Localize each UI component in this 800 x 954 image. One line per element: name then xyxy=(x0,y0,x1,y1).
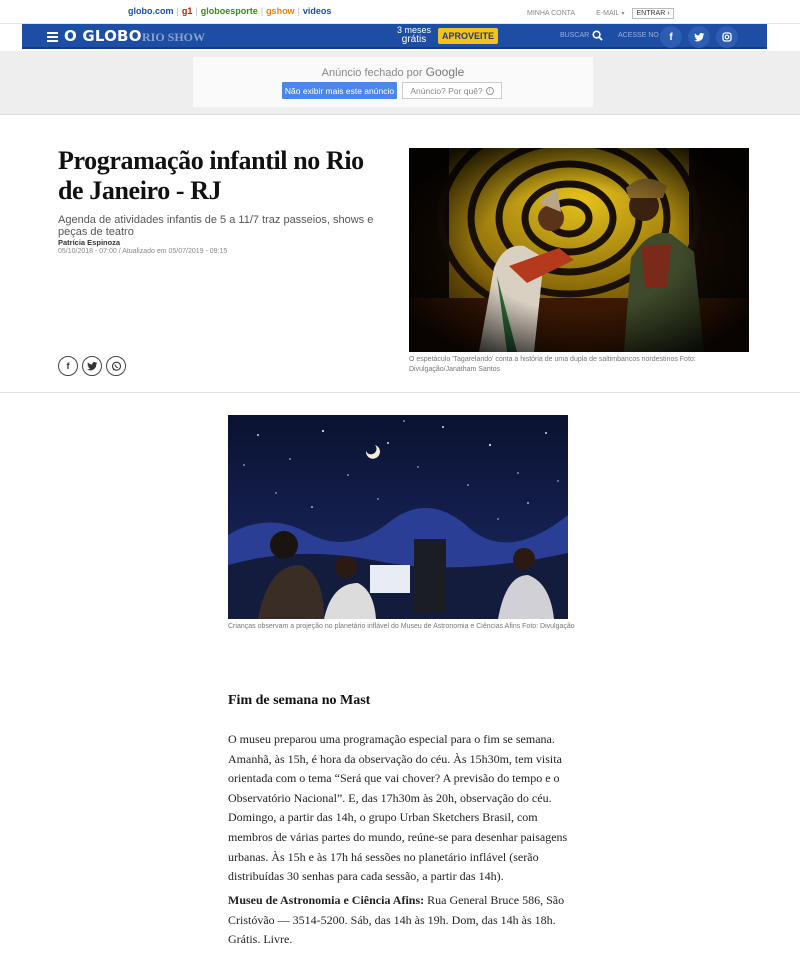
globo-topbar xyxy=(0,0,800,24)
article-photo-planetarium xyxy=(228,415,568,619)
promo-text[interactable] xyxy=(397,26,431,44)
section-title: Fim de semana no Mast xyxy=(228,693,371,708)
link-separator: | xyxy=(297,6,300,16)
ad-closed-box xyxy=(193,57,593,107)
why-ad-button[interactable] xyxy=(402,82,502,99)
ad-closed-prefix: Anúncio fechado por xyxy=(321,67,423,79)
twitter-share-icon[interactable] xyxy=(82,356,102,376)
ad-closed-text xyxy=(193,65,593,79)
site-header xyxy=(22,24,767,49)
site-logo[interactable]: O GLOBO xyxy=(64,27,142,45)
network-links xyxy=(128,6,331,16)
account-area xyxy=(527,8,674,19)
facebook-share-icon[interactable]: f xyxy=(58,356,78,376)
instagram-icon[interactable] xyxy=(716,26,738,48)
article-headline: Programação infantil no Rio de Janeiro - RJ xyxy=(58,146,364,205)
access-label: ACESSE NO xyxy=(618,32,659,39)
article-author[interactable]: Patrícia Espinoza xyxy=(58,238,121,247)
google-brand: Google xyxy=(425,65,465,79)
link-separator: | xyxy=(260,6,264,16)
link-videos[interactable]: videos xyxy=(302,6,332,16)
venue-info xyxy=(228,891,573,950)
whatsapp-share-icon[interactable] xyxy=(106,356,126,376)
account-link[interactable]: MINHA CONTA xyxy=(527,10,576,17)
search-label[interactable]: BUSCAR xyxy=(560,32,590,39)
article-body: O museu preparou uma programação especial para o fim se semana. Amanhã, às 15h, é hora da observação do céu. Às 15h30m, tem visita orientada com o tema “Será que vai chover? A previsão do tempo e o Observatório Nacional”. E, das 17h30m às 20h, observação do céu. Domingo, a partir das 14h, o grupo Urban Sketchers Brasil, com membros de várias partes do mundo, reúne-se para desenhar paisagens urbanas. Às 15h e às 17h há sessões no planetário inflável (serão distribuídas 30 senhas para cada sessão, a partir das 14h). xyxy=(228,732,568,884)
photo-2-caption: Crianças observam a projeção no planetário inflável do Museu de Astronomia e Ciências Afins Foto: Divulgação xyxy=(228,623,575,630)
article-photo-theatre xyxy=(409,148,749,352)
chevron-down-icon: ▾ xyxy=(621,11,625,17)
link-globoesporte[interactable]: globoesporte xyxy=(200,6,258,16)
photo-1-caption: O espetáculo 'Tagarelando' conta a história de uma dupla de saltimbancos nordestinos Foto: Divulgação/Janatham Santos xyxy=(409,356,696,373)
hamburger-menu-icon[interactable] xyxy=(47,32,58,41)
venue-name: Museu de Astronomia e Ciência Afins: xyxy=(228,893,425,907)
twitter-icon[interactable] xyxy=(688,26,710,48)
section-name[interactable]: RIO SHOW xyxy=(142,30,206,44)
info-icon: i xyxy=(486,87,494,95)
stop-ad-button[interactable]: Não exibir mais este anúncio xyxy=(282,82,397,99)
why-ad-label: Anúncio? Por quê? xyxy=(410,85,483,96)
link-globo-com[interactable]: globo.com xyxy=(128,6,174,16)
article-subtitle: Agenda de atividades infantis de 5 a 11/7 traz passeios, shows e peças de teatro xyxy=(58,214,374,238)
email-link[interactable]: E-MAIL xyxy=(596,10,620,17)
link-separator: | xyxy=(195,6,198,16)
venue-details: Rua General Bruce 586, São Cristóvão — 3514-5200. Sáb, das 14h às 19h. Dom, das 14h às 18h. Grátis. Livre. xyxy=(228,893,565,947)
facebook-icon[interactable]: f xyxy=(660,26,682,48)
link-g1[interactable]: g1 xyxy=(181,6,193,16)
search-icon[interactable] xyxy=(592,30,603,41)
promo-line-2: grátis xyxy=(401,34,427,45)
ad-container xyxy=(0,51,800,115)
article-dates: 05/10/2018 - 07:00 / Atualizado em 05/07/2019 - 09:15 xyxy=(58,248,228,255)
link-separator: | xyxy=(176,6,179,16)
promo-line-1: 3 meses xyxy=(397,25,432,35)
section-divider xyxy=(0,392,800,393)
promo-button[interactable]: APROVEITE xyxy=(438,28,498,44)
link-gshow[interactable]: gshow xyxy=(266,6,295,16)
login-button[interactable]: ENTRAR › xyxy=(632,8,673,19)
